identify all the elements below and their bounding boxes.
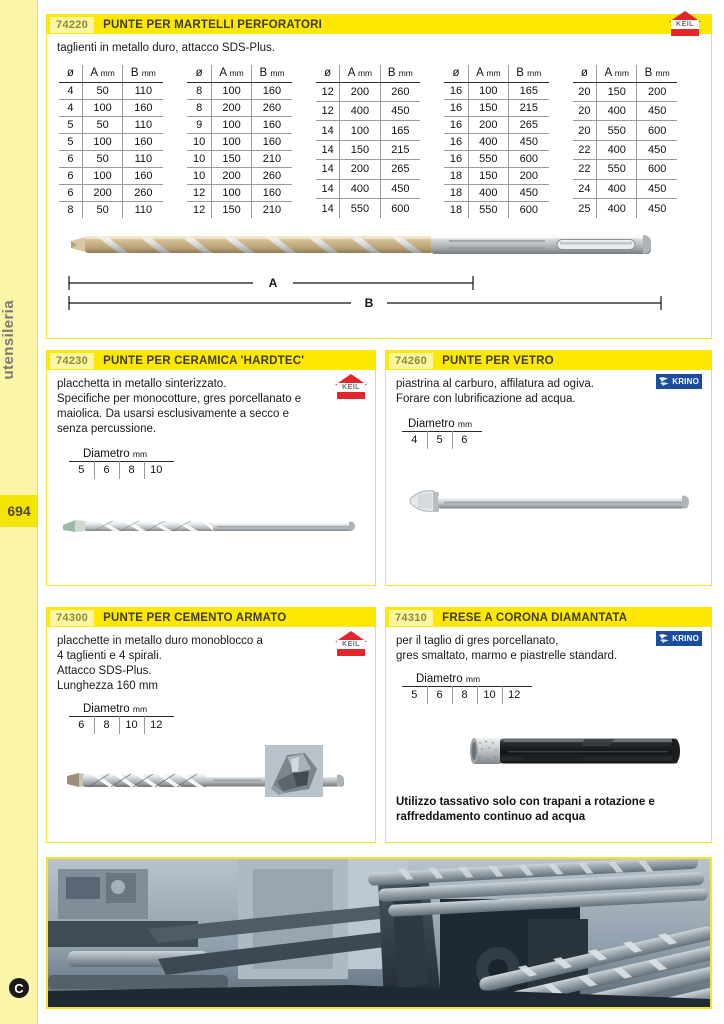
table-row [573,179,677,198]
section-74230-body [47,370,375,562]
table-cell: 400 [597,179,637,198]
section-74260-title: PUNTE PER VETRO [442,354,554,367]
section-74310-diameter-table [402,686,532,704]
table-cell: 150 [468,99,508,116]
table-row [59,82,163,99]
desc-line: Specifiche per monocotture, gres porcellanato e [57,393,302,405]
diameter-label [402,673,701,685]
table-cell: 100 [211,82,251,99]
section-74220-illustration [57,222,701,314]
section-74310-diameter-block [402,673,701,704]
diameter-cell: 4 [402,432,427,449]
table-row [444,167,548,184]
table-row [316,199,420,218]
table-cell: 14 [316,160,340,179]
krino-logo-text: KRINO [672,377,699,386]
table-header-row [316,65,420,82]
table-cell: 16 [444,150,468,167]
table-header-row [59,65,163,82]
table-cell: 110 [123,116,164,133]
diameter-unit: mm [132,704,148,714]
diameter-cell: 10 [477,687,502,704]
diameter-unit: mm [132,449,148,459]
table-cell: 20 [573,121,597,140]
section-74260-header [386,351,711,370]
table-cell: 550 [597,121,637,140]
table-row [444,82,548,99]
desc-line: maiolica. Da usarsi esclusivamente a secco e [57,408,290,420]
table-cell: 14 [316,140,340,159]
table-cell: 50 [82,116,123,133]
table-row [187,82,291,99]
table-cell: 9 [187,116,211,133]
table-cell: 450 [380,179,420,198]
diameter-cell: 6 [427,687,452,704]
table-cell: 14 [316,121,340,140]
section-74260-description [396,377,651,407]
section-74230-diameter-block [69,448,365,479]
keil-logo-icon [335,374,367,400]
table-row [444,99,548,116]
desc-line: 4 taglienti e 4 spirali. [57,650,162,662]
diameter-label-text: Diametro [83,703,130,715]
table-cell: 160 [252,82,292,99]
table-cell: 10 [187,150,211,167]
section-74260-diameter-block [402,418,701,449]
table-cell: 260 [380,82,420,101]
table-cell: 100 [211,133,251,150]
diameter-cell: 10 [144,462,174,479]
table-cell: 400 [468,184,508,201]
table-row [316,101,420,120]
table-row [59,150,163,167]
table-cell: 110 [123,82,164,99]
table-cell: 8 [67,203,74,216]
table-cell: 100 [82,99,123,116]
section-74300-diameter-table [69,716,174,734]
table-cell: 450 [637,140,677,159]
table-cell: 400 [468,133,508,150]
table-cell: 400 [597,101,637,120]
diameter-unit: mm [457,419,473,429]
table-cell: 160 [252,184,292,201]
section-74260-code: 74260 [389,353,433,369]
table-cell: 160 [123,167,164,184]
table-cell: 450 [508,133,548,150]
table-cell: 160 [252,133,292,150]
table-cell: 100 [468,82,508,99]
section-74220-header [47,15,711,34]
table-cell: 150 [211,150,251,167]
section-74310-description [396,634,658,664]
section-74310-warning [396,795,701,825]
warning-line: Utilizzo tassativo solo con trapani a rotazione e [396,795,655,808]
sidebar-category-label: utensileria [0,300,17,380]
table-cell: 100 [211,184,251,201]
diameter-label [69,703,365,715]
table-cell: 160 [123,99,164,116]
table-cell: 16 [444,82,468,99]
table-row [316,160,420,179]
section-74230-description [57,377,322,437]
column-header: ø [316,65,340,82]
column-header: ø [59,65,82,82]
section-74300 [46,607,376,843]
table-cell: 260 [252,167,292,184]
table-cell: 16 [444,99,468,116]
table-cell: 265 [380,160,420,179]
column-header: A mm [82,65,123,82]
table-cell: 450 [380,101,420,120]
section-74310-code: 74310 [389,610,433,626]
section-74230 [46,350,376,586]
table-row [444,150,548,167]
table-header-row [573,65,677,82]
section-74220-table-5 [573,65,677,218]
diameter-cell: 8 [94,717,119,734]
table-cell: 22 [573,160,597,179]
table-row [573,101,677,120]
table-row [444,184,548,201]
section-74260-body [386,370,711,542]
table-row [316,179,420,198]
table-cell: 12 [193,203,206,216]
table-row [573,82,677,101]
table-cell: 200 [468,116,508,133]
table-cell: 200 [340,82,380,101]
table-cell: 6 [59,150,82,167]
table-row [316,140,420,159]
section-74300-diameter-block [69,703,365,734]
diameter-cell: 10 [119,717,144,734]
table-cell: 16 [444,116,468,133]
table-cell: 110 [134,203,153,216]
table-cell: 160 [123,133,164,150]
table-cell: 24 [573,179,597,198]
table-row [402,687,532,704]
diameter-unit: mm [465,674,481,684]
table-cell: 10 [187,167,211,184]
diameter-cell: 8 [452,687,477,704]
section-74300-title: PUNTE PER CEMENTO ARMATO [103,611,287,624]
table-cell: 550 [468,150,508,167]
table-row [444,116,548,133]
desc-line: Lunghezza 160 mm [57,680,159,692]
table-cell: 260 [123,184,164,201]
section-74230-code: 74230 [50,353,94,369]
table-cell: 14 [316,179,340,198]
column-header: A mm [340,65,380,82]
table-row [187,167,291,184]
table-cell: 18 [444,167,468,184]
table-cell: 450 [648,202,667,215]
desc-line: gres smaltato, marmo e piastrelle standard. [396,650,618,662]
desc-line: placchette in metallo duro monoblocco a [57,635,263,647]
table-row [59,201,163,218]
table-cell: 50 [82,82,123,99]
table-cell: 260 [252,99,292,116]
factory-photo-image [48,859,710,1007]
table-row [59,133,163,150]
krino-bird-icon [658,376,670,387]
diameter-cell: 6 [452,432,482,449]
diameter-label-text: Diametro [416,673,463,685]
table-cell: 16 [444,133,468,150]
column-header: B mm [380,65,420,82]
carbide-head-detail [265,745,323,797]
desc-line: piastrina al carburo, affilatura ad ogiva. [396,378,594,390]
table-cell: 200 [508,167,548,184]
table-cell: 14 [321,202,334,215]
table-cell: 200 [82,184,123,201]
section-74230-diameter-table [69,461,174,479]
table-cell: 600 [519,203,538,216]
table-cell: 600 [391,202,410,215]
table-cell: 550 [597,160,637,179]
table-cell: 160 [252,116,292,133]
desc-line: placchetta in metallo sinterizzato. [57,378,227,390]
table-cell: 20 [573,82,597,101]
table-cell: 10 [187,133,211,150]
keil-logo-text: KEIL [337,640,365,649]
diameter-cell: 5 [69,462,94,479]
dimension-label-b: B [364,296,374,310]
table-cell: 215 [508,99,548,116]
table-cell: 110 [123,150,164,167]
column-header: ø [444,65,468,82]
diameter-label-text: Diametro [408,418,455,430]
column-header: ø [187,65,211,82]
table-cell: 150 [468,167,508,184]
table-cell: 100 [340,121,380,140]
publisher-logo-letter: C [14,980,24,996]
table-cell: 150 [340,140,380,159]
table-row [444,201,548,218]
column-header: B mm [508,65,548,82]
table-row [187,99,291,116]
table-cell: 20 [573,101,597,120]
diameter-cell: 5 [427,432,452,449]
glass-drill-bit-image [404,477,704,537]
column-header: ø [573,65,597,82]
section-74310-body [386,627,711,825]
section-74310 [385,607,712,843]
desc-line: per il taglio di gres porcellanato, [396,635,559,647]
table-row [59,167,163,184]
table-cell: 100 [82,133,123,150]
table-cell: 12 [187,184,211,201]
column-header: A mm [597,65,637,82]
table-cell: 200 [637,82,677,101]
table-cell: 4 [59,99,82,116]
table-row [187,150,291,167]
table-cell: 150 [597,82,637,101]
diamond-core-bit-image [464,726,714,778]
table-row [573,140,677,159]
table-cell: 5 [59,133,82,150]
table-row [573,160,677,179]
page-number: 694 [7,503,31,519]
keil-logo-text: KEIL [671,20,699,29]
section-74220-table-1 [59,65,163,218]
section-74310-header [386,608,711,627]
table-cell: 400 [597,140,637,159]
table-row [59,99,163,116]
table-row [402,432,482,449]
table-cell: 450 [637,101,677,120]
table-row [316,82,420,101]
table-cell: 200 [211,167,251,184]
desc-line: Forare con lubrificazione ad acqua. [396,393,576,405]
table-cell: 450 [637,179,677,198]
table-cell: 22 [573,140,597,159]
column-header: A mm [211,65,251,82]
table-header-row [187,65,291,82]
factory-photo [46,857,712,1009]
column-header: B mm [252,65,292,82]
keil-logo-text: KEIL [337,383,365,392]
table-cell: 400 [597,199,637,218]
section-74260 [385,350,712,586]
sds-plus-drill-bit-image [57,222,703,314]
krino-bird-icon [658,633,670,644]
krino-logo-icon [656,631,702,646]
table-cell: 6 [59,184,82,201]
table-cell: 200 [211,99,251,116]
table-cell: 210 [252,150,292,167]
table-cell: 400 [340,179,380,198]
table-cell: 550 [340,199,380,218]
table-row [69,462,174,479]
krino-logo-text: KRINO [672,634,699,643]
diameter-cell: 6 [94,462,119,479]
table-cell: 400 [340,101,380,120]
section-74300-description [57,634,312,694]
table-cell: 4 [59,82,82,99]
keil-logo-icon [335,631,367,657]
diameter-cell: 8 [119,462,144,479]
table-header-row [444,65,548,82]
ceramic-drill-bit-image [57,501,367,557]
table-cell: 210 [262,203,282,216]
table-row [316,121,420,140]
section-74220-code: 74220 [50,17,94,33]
table-row [444,133,548,150]
desc-line: Attacco SDS-Plus. [57,665,152,677]
table-cell: 8 [187,82,211,99]
table-row [187,184,291,201]
table-row [187,133,291,150]
table-cell: 150 [211,201,251,218]
diameter-cell: 12 [144,717,174,734]
diameter-cell: 12 [502,687,532,704]
diameter-cell: 5 [402,687,427,704]
section-74260-diameter-table [402,431,482,449]
table-row [59,184,163,201]
section-74220 [46,14,712,339]
table-cell: 50 [82,201,123,218]
table-cell: 600 [637,160,677,179]
table-cell: 5 [59,116,82,133]
table-row [573,199,677,218]
publisher-logo-icon [9,978,29,998]
section-74220-table-3 [316,65,420,218]
section-74220-table-2 [187,65,291,218]
table-cell: 100 [82,167,123,184]
section-74300-body [47,627,375,809]
section-74230-header [47,351,375,370]
krino-logo-icon [656,374,702,389]
table-cell: 200 [340,160,380,179]
section-74300-code: 74300 [50,610,94,626]
table-row [59,116,163,133]
table-cell: 100 [211,116,251,133]
table-cell: 600 [508,150,548,167]
diameter-label [402,418,701,430]
table-cell: 600 [637,121,677,140]
section-74300-header [47,608,375,627]
table-cell: 25 [578,202,591,215]
table-cell: 12 [316,101,340,120]
diameter-label-text: Diametro [83,448,130,460]
section-74310-title: FRESE A CORONA DIAMANTATA [442,611,628,624]
section-74220-tables [57,63,701,218]
table-cell: 18 [449,203,463,216]
table-cell: 165 [380,121,420,140]
table-cell: 550 [468,201,508,218]
table-row [69,717,174,734]
desc-line: senza percussione. [57,423,157,435]
section-74220-title: PUNTE PER MARTELLI PERFORATORI [103,18,323,31]
table-cell: 6 [59,167,82,184]
table-cell: 265 [508,116,548,133]
diameter-cell: 6 [69,717,94,734]
table-row [573,121,677,140]
table-row [187,116,291,133]
table-cell: 165 [508,82,548,99]
table-cell: 215 [380,140,420,159]
warning-line: raffreddamento continuo ad acqua [396,810,586,823]
diameter-label [69,448,365,460]
table-cell: 12 [316,82,340,101]
column-header: A mm [468,65,508,82]
column-header: B mm [123,65,164,82]
section-74220-body [47,34,711,314]
table-cell: 450 [508,184,548,201]
table-cell: 18 [444,184,468,201]
carbide-head-inset-image [265,745,323,797]
section-74230-title: PUNTE PER CERAMICA 'HARDTEC' [103,354,305,367]
table-row [187,201,291,218]
table-cell: 8 [187,99,211,116]
dimension-label-a: A [268,276,278,290]
section-74220-table-4 [444,65,548,218]
section-74220-description: taglienti in metallo duro, attacco SDS-Plus. [57,42,275,54]
column-header: B mm [637,65,677,82]
page-number-tab [0,495,38,527]
table-cell: 50 [82,150,123,167]
